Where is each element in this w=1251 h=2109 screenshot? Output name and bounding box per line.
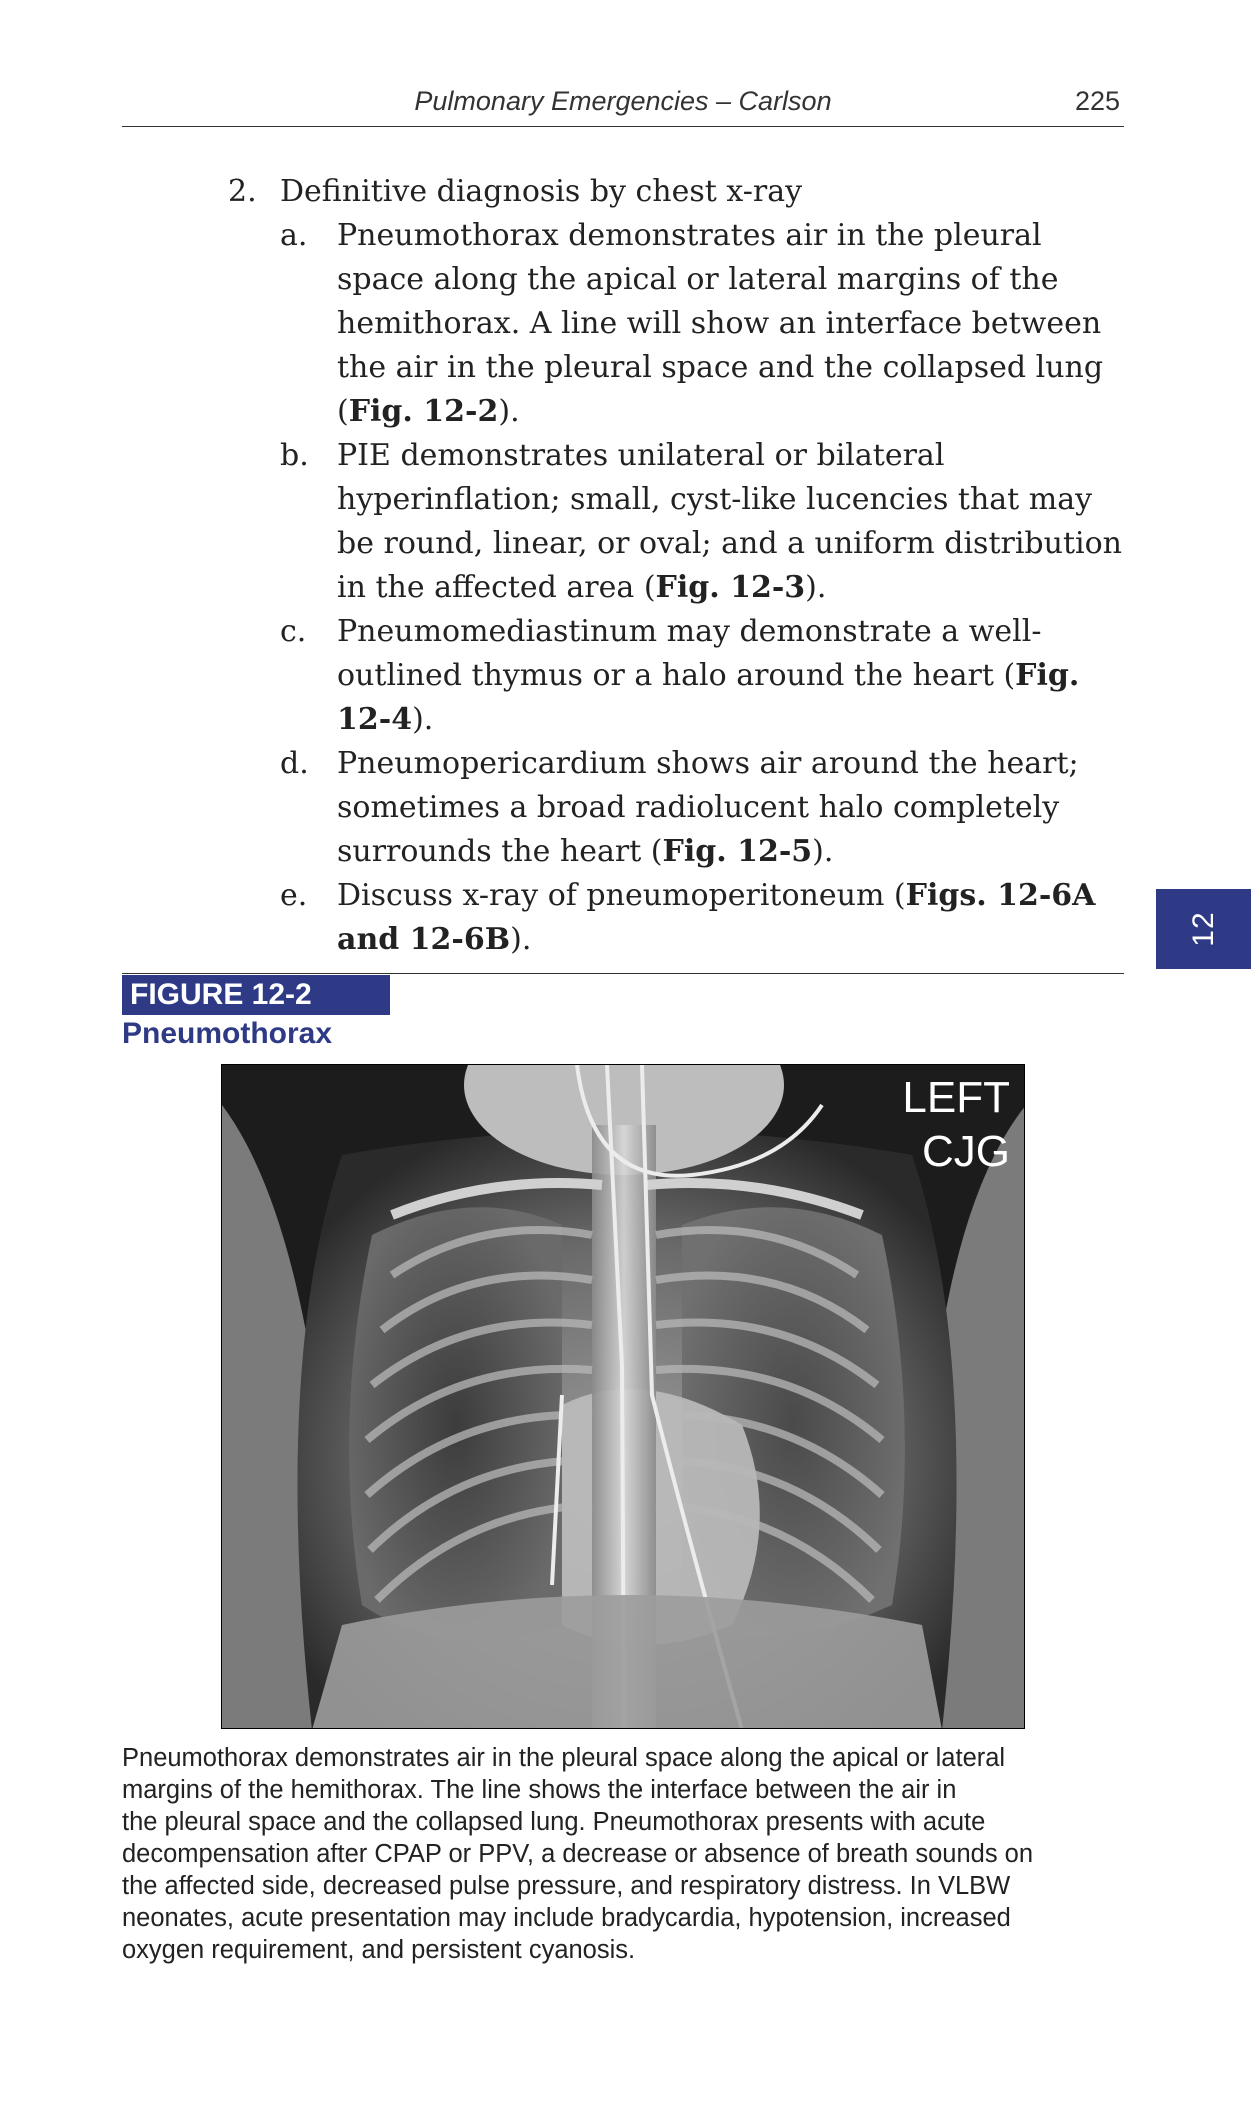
figure-reference: Fig. 12-2 [348, 394, 499, 429]
caption-line: neonates, acute presentation may include bradycardia, hypotension, increased [122, 1904, 1011, 1932]
list-item [280, 874, 1130, 962]
figure-rule [122, 973, 1124, 974]
page-number: 225 [1074, 86, 1120, 116]
xray-graphic [222, 1065, 1025, 1729]
figure-reference: Figs. 12-6A and 12-6B [337, 878, 1096, 957]
list-item-letter: a. [280, 218, 308, 253]
xray-image [221, 1064, 1025, 1729]
figure-reference: Fig. 12-3 [655, 570, 806, 605]
list-item-content: Pneumothorax demonstrates air in the pleural space along the apical or lateral margins of the hemithorax. A line will show an interface between the air in the pleural space and the collapsed lung (Fig. 12-2). [337, 218, 1104, 429]
figure-reference: Fig. 12-5 [662, 834, 813, 869]
list-item-text: Definitive diagnosis by chest x-ray [280, 174, 803, 209]
list-item [280, 610, 1130, 742]
caption-line: decompensation after CPAP or PPV, a decrease or absence of breath sounds on [122, 1840, 1034, 1868]
xray-side-label: LEFT [902, 1073, 1010, 1122]
list-item [280, 742, 1130, 874]
caption-line: the pleural space and the collapsed lung. Pneumothorax presents with acute [122, 1808, 986, 1836]
figure-caption [122, 1742, 1132, 1966]
chapter-tab [1156, 889, 1251, 969]
figure-title: Pneumothorax [122, 1017, 333, 1050]
list-item [280, 214, 1130, 434]
sub-list [280, 214, 1130, 962]
list-item-content: Pneumopericardium shows air around the heart; sometimes a broad radiolucent halo completely surrounds the heart (Fig. 12-5). [337, 746, 1079, 869]
running-title: Pulmonary Emergencies – Carlson [414, 86, 832, 116]
figure-reference: Fig. 12-4 [337, 658, 1080, 737]
list-item-content: Pneumomediastinum may demonstrate a well-outlined thymus or a halo around the heart (Fig. 12-4). [337, 614, 1080, 737]
list-item [280, 434, 1130, 610]
running-header [122, 82, 1124, 127]
caption-line: the affected side, decreased pulse pressure, and respiratory distress. In VLBW [122, 1872, 1011, 1900]
caption-line: oxygen requirement, and persistent cyanosis. [122, 1936, 636, 1964]
list-item-number: 2. [228, 174, 257, 209]
caption-line: Pneumothorax demonstrates air in the pleural space along the apical or lateral [122, 1744, 1006, 1772]
caption-line: margins of the hemithorax. The line shows the interface between the air in [122, 1776, 957, 1804]
list-item-letter: d. [280, 746, 309, 781]
figure-label: FIGURE 12-2 [122, 975, 390, 1015]
chapter-tab-number: 12 [1186, 911, 1220, 947]
list-item-letter: e. [280, 878, 308, 913]
list-item-letter: b. [280, 438, 309, 473]
list-item-letter: c. [280, 614, 307, 649]
list-item-content: PIE demonstrates unilateral or bilateral hyperinflation; small, cyst-like lucencies that may be round, linear, or oval; and a uniform distribution in the affected area (Fig. 12-3). [337, 438, 1122, 605]
list-item-content: Discuss x-ray of pneumoperitoneum (Figs. 12-6A and 12-6B). [337, 878, 1096, 957]
xray-initials-label: CJG [922, 1127, 1010, 1176]
